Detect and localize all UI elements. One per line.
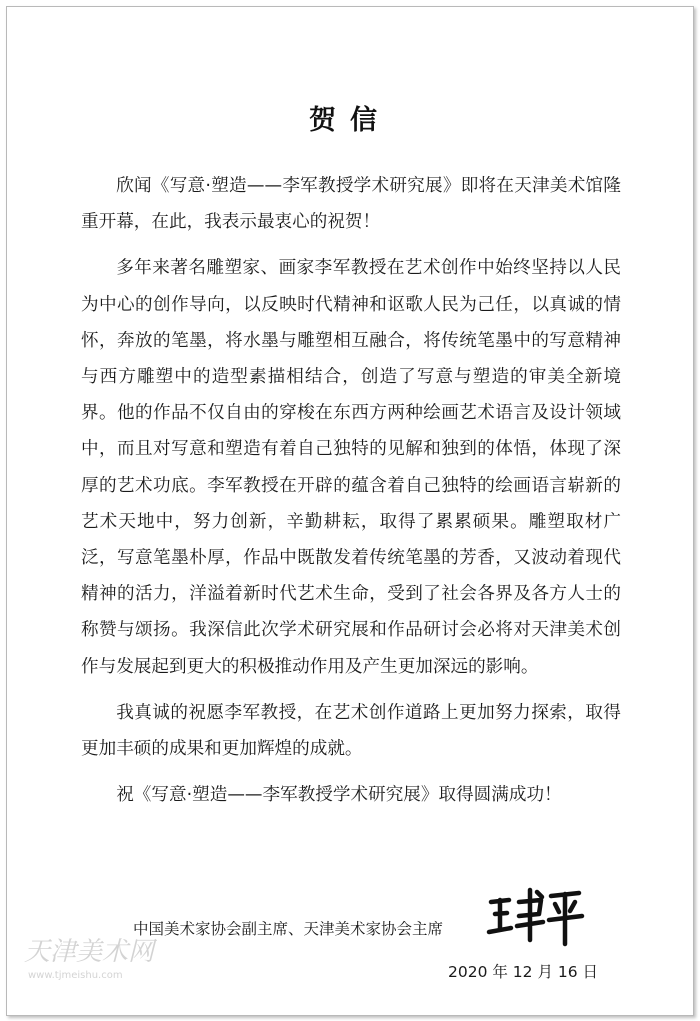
- svg-text:www.tjmeishu.com: www.tjmeishu.com: [28, 970, 123, 981]
- watermark-logo: [22, 930, 167, 985]
- svg-text:天津美术网: 天津美术网: [24, 937, 155, 967]
- paragraph-main: 多年来著名雕塑家、画家李军教授在艺术创作中始终坚持以人民为中心的创作导向，以反映时代精神和讴歌人民为己任，以真诚的情怀，奔放的笔墨，将水墨与雕塑相互融合，将传统笔墨中的写意精神与西方雕塑中的造型素描相结合，创造了写意与塑造的审美全新境界。他的作品不仅自由的穿梭在东西方两种绘画艺术语言及设计领域中，而且对写意和塑造有着自己独特的见解和独到的体悟，体现了深厚的艺术功底。李军教授在开辟的蕴含着自己独特的绘画语言崭新的艺术天地中，努力创新，辛勤耕耘，取得了累累硕果。雕塑取材广泛，写意笔墨朴厚，作品中既散发着传统笔墨的芳香，又波动着现代精神的活力，洋溢着新时代艺术生命，受到了社会各界及各方人士的称赞与颂扬。我深信此次学术研究展和作品研讨会必将对天津美术创作与发展起到更大的积极推动作用及产生更加深远的影响。: [81, 258, 621, 677]
- letter-date: 2020 年 12 月 16 日: [448, 963, 599, 981]
- paragraph-wishes: 我真诚的祝愿李军教授，在艺术创作道路上更加努力探索，取得更加丰硕的成果和更加辉煌的成就。: [81, 702, 621, 760]
- paragraph-closing: 祝《写意·塑造——李军教授学术研究展》取得圆满成功！: [116, 785, 562, 806]
- handwritten-signature: [485, 880, 585, 950]
- signatory-title: 中国美术家协会副主席、天津美术家协会主席: [133, 920, 444, 938]
- letter-title: 贺信: [309, 105, 391, 136]
- paragraph-opening: 欣闻《写意·塑造——李军教授学术研究展》即将在天津美术馆隆重开幕，在此，我表示最衷心的祝贺！: [81, 176, 621, 233]
- letter-body: [81, 168, 621, 823]
